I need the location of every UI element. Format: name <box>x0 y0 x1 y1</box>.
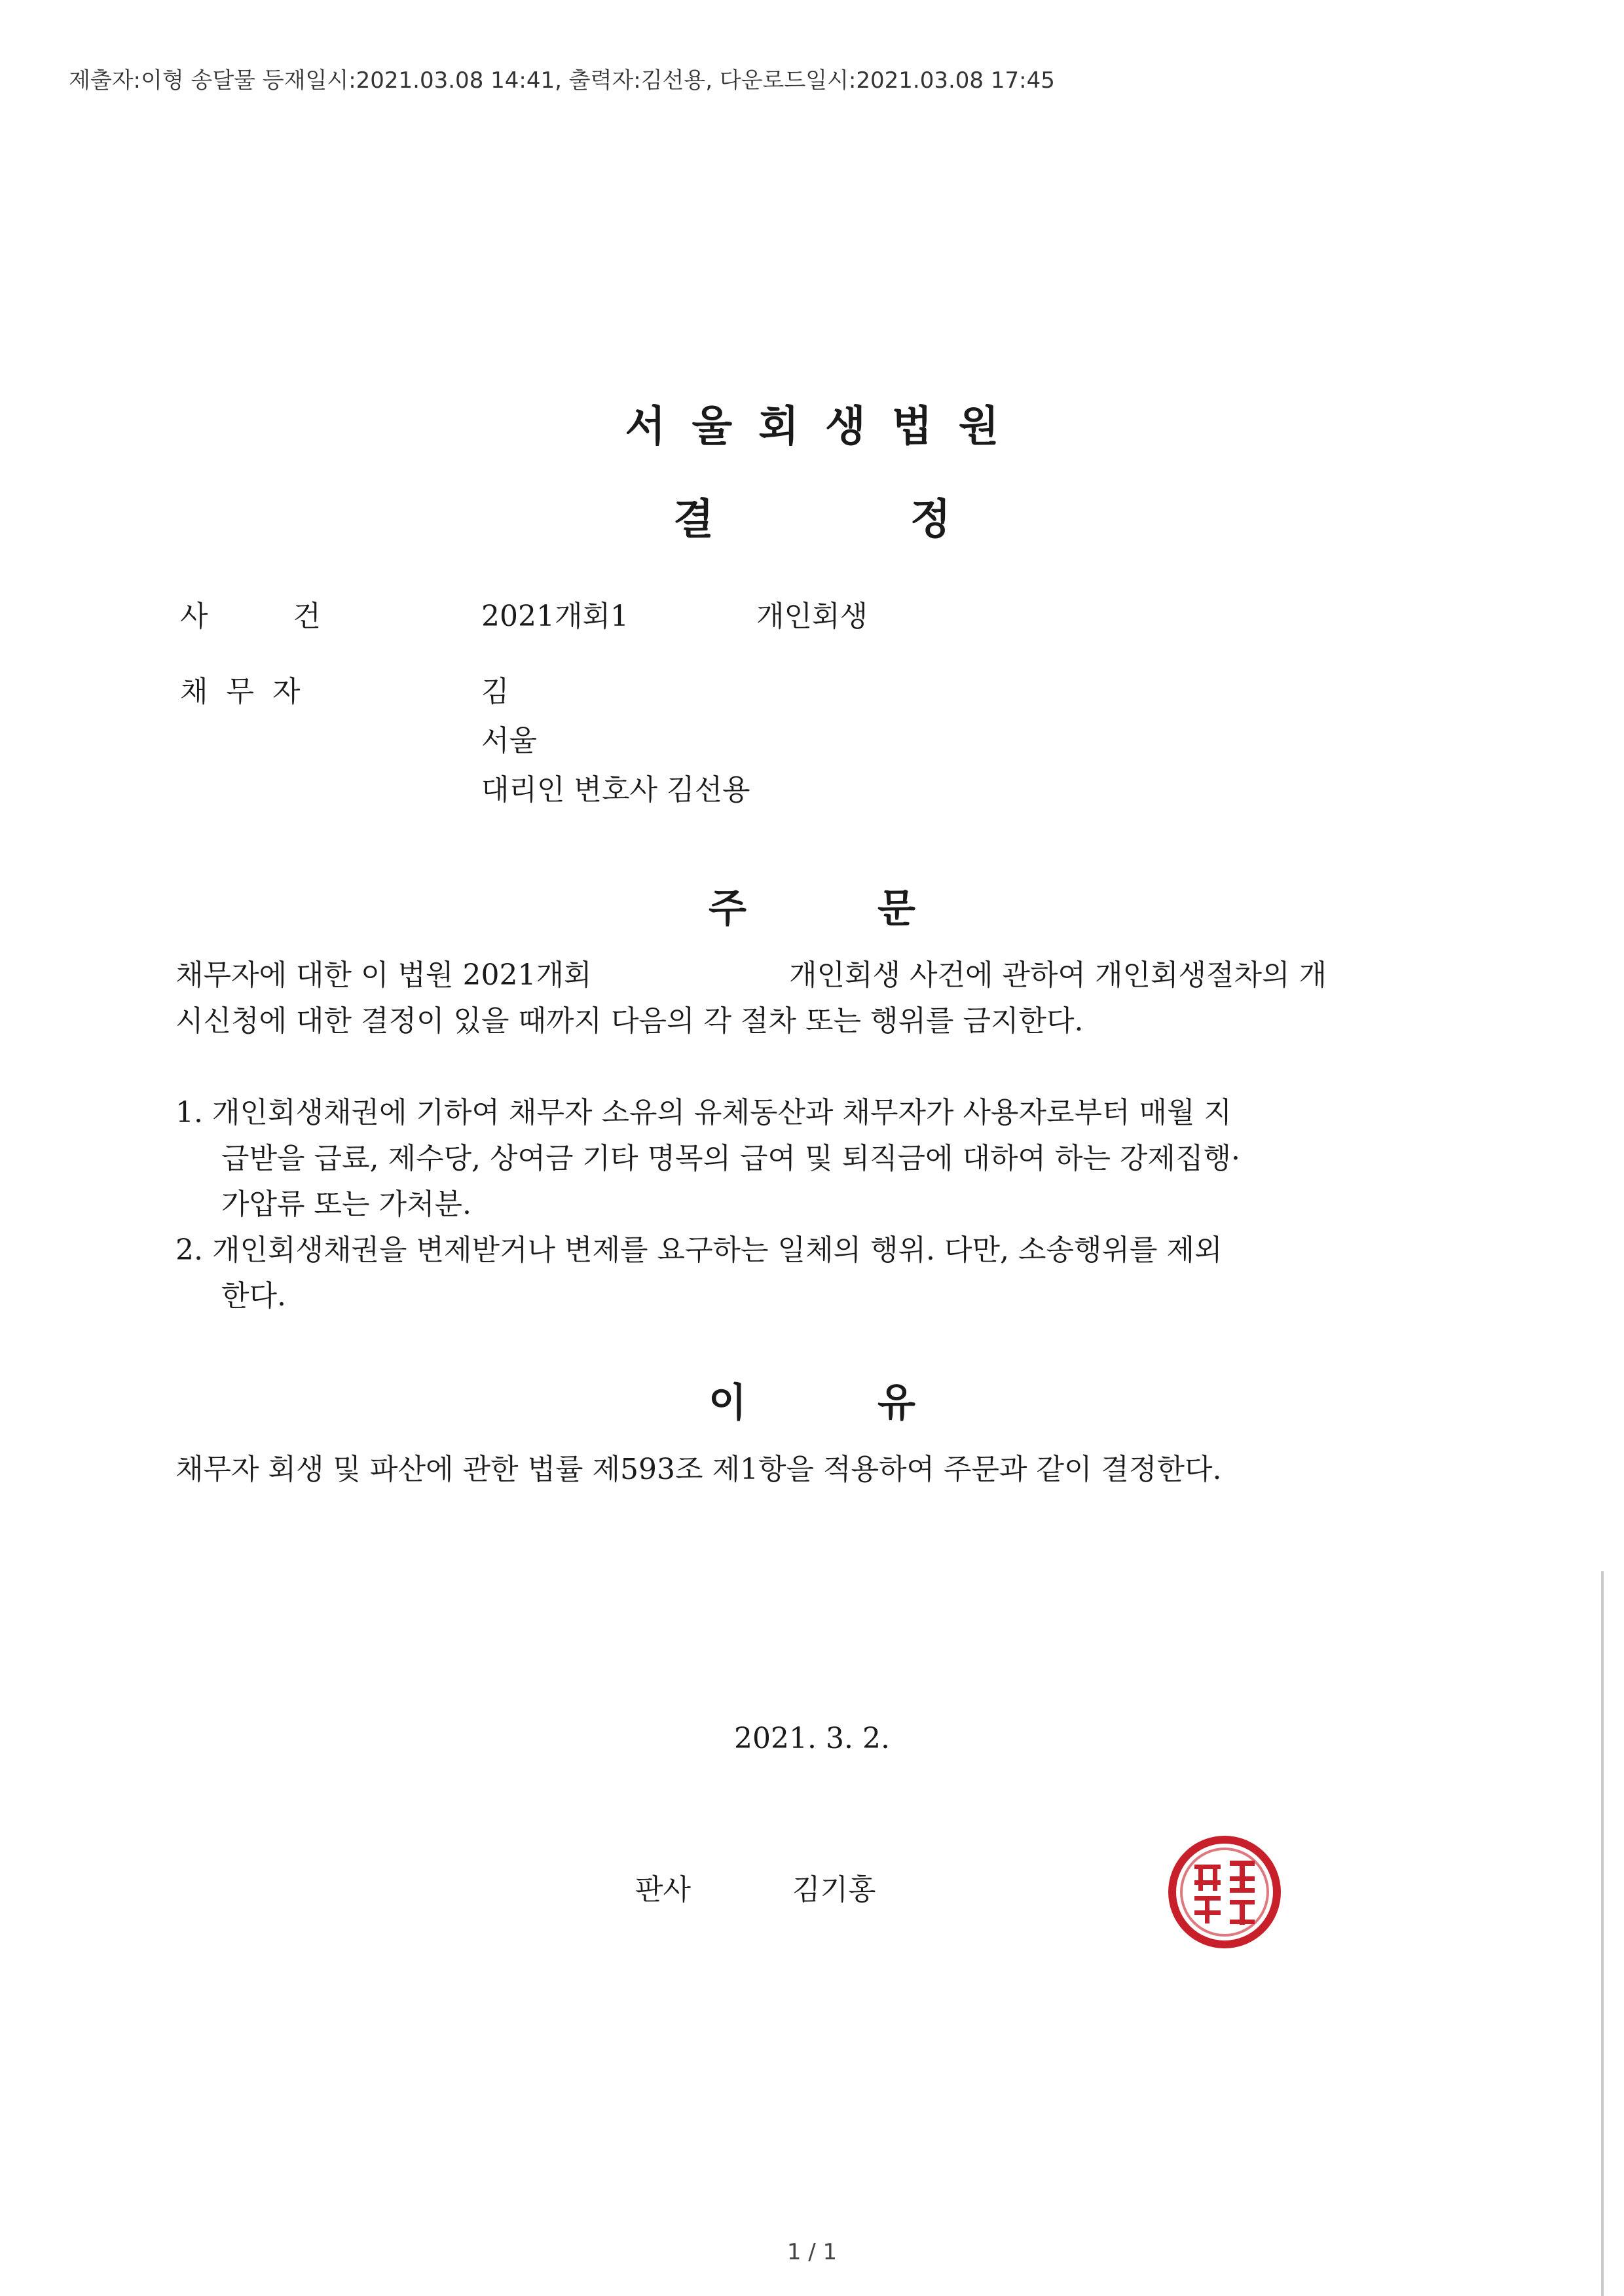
order-heading: 주문 <box>709 886 1046 932</box>
judge-name: 김기홍 <box>792 1873 876 1906</box>
case-type: 개인회생 <box>756 600 868 633</box>
reason-heading: 이유 <box>709 1380 1046 1426</box>
debtor-address: 서울 <box>481 724 538 757</box>
order-item2-line2: 한다. <box>221 1279 286 1313</box>
court-name: 서울회생법원 <box>625 403 1025 451</box>
judge-seal-stamp <box>1166 1833 1283 1951</box>
page-number: 1 / 1 <box>786 2239 838 2265</box>
order-intro-line1: 채무자에 대한 이 법원 2021개회 <box>175 958 592 992</box>
decision-date: 2021. 3. 2. <box>734 1722 890 1755</box>
order-intro-line1-rest: 개인회생 사건에 관하여 개인회생절차의 개 <box>789 958 1327 992</box>
order-item2-line1: 2. 개인회생채권을 변제받거나 변제를 요구하는 일체의 행위. 다만, 소송행위를 제외 <box>175 1233 1223 1267</box>
case-number: 2021개회1 <box>481 600 629 633</box>
debtor-label: 채 무 자 <box>180 675 301 708</box>
case-label: 사 건 <box>180 600 323 633</box>
document-type-title: 결정 <box>673 496 1147 544</box>
reason-text: 채무자 회생 및 파산에 관한 법률 제593조 제1항을 적용하여 주문과 같이 결정한다. <box>175 1453 1222 1486</box>
debtor-name: 김 <box>481 675 509 708</box>
submission-header: 제출자:이형 송달물 등재일시:2021.03.08 14:41, 출력자:김선용, 다운로드일시:2021.03.08 17:45 <box>69 67 1055 94</box>
order-intro-line2: 시신청에 대한 결정이 있을 때까지 다음의 각 절차 또는 행위를 금지한다. <box>175 1004 1084 1038</box>
order-item1-line2: 급받을 급료, 제수당, 상여금 기타 명목의 급여 및 퇴직금에 대하여 하는 강제집행· <box>221 1142 1240 1175</box>
judge-label: 판사 <box>635 1873 692 1906</box>
order-item1-line1: 1. 개인회생채권에 기하여 채무자 소유의 유체동산과 채무자가 사용자로부터 매월 지 <box>175 1096 1232 1129</box>
order-item1-line3: 가압류 또는 가처분. <box>221 1188 471 1221</box>
scan-edge-line <box>1601 1571 1604 2296</box>
debtor-agent: 대리인 변호사 김선용 <box>481 773 750 807</box>
